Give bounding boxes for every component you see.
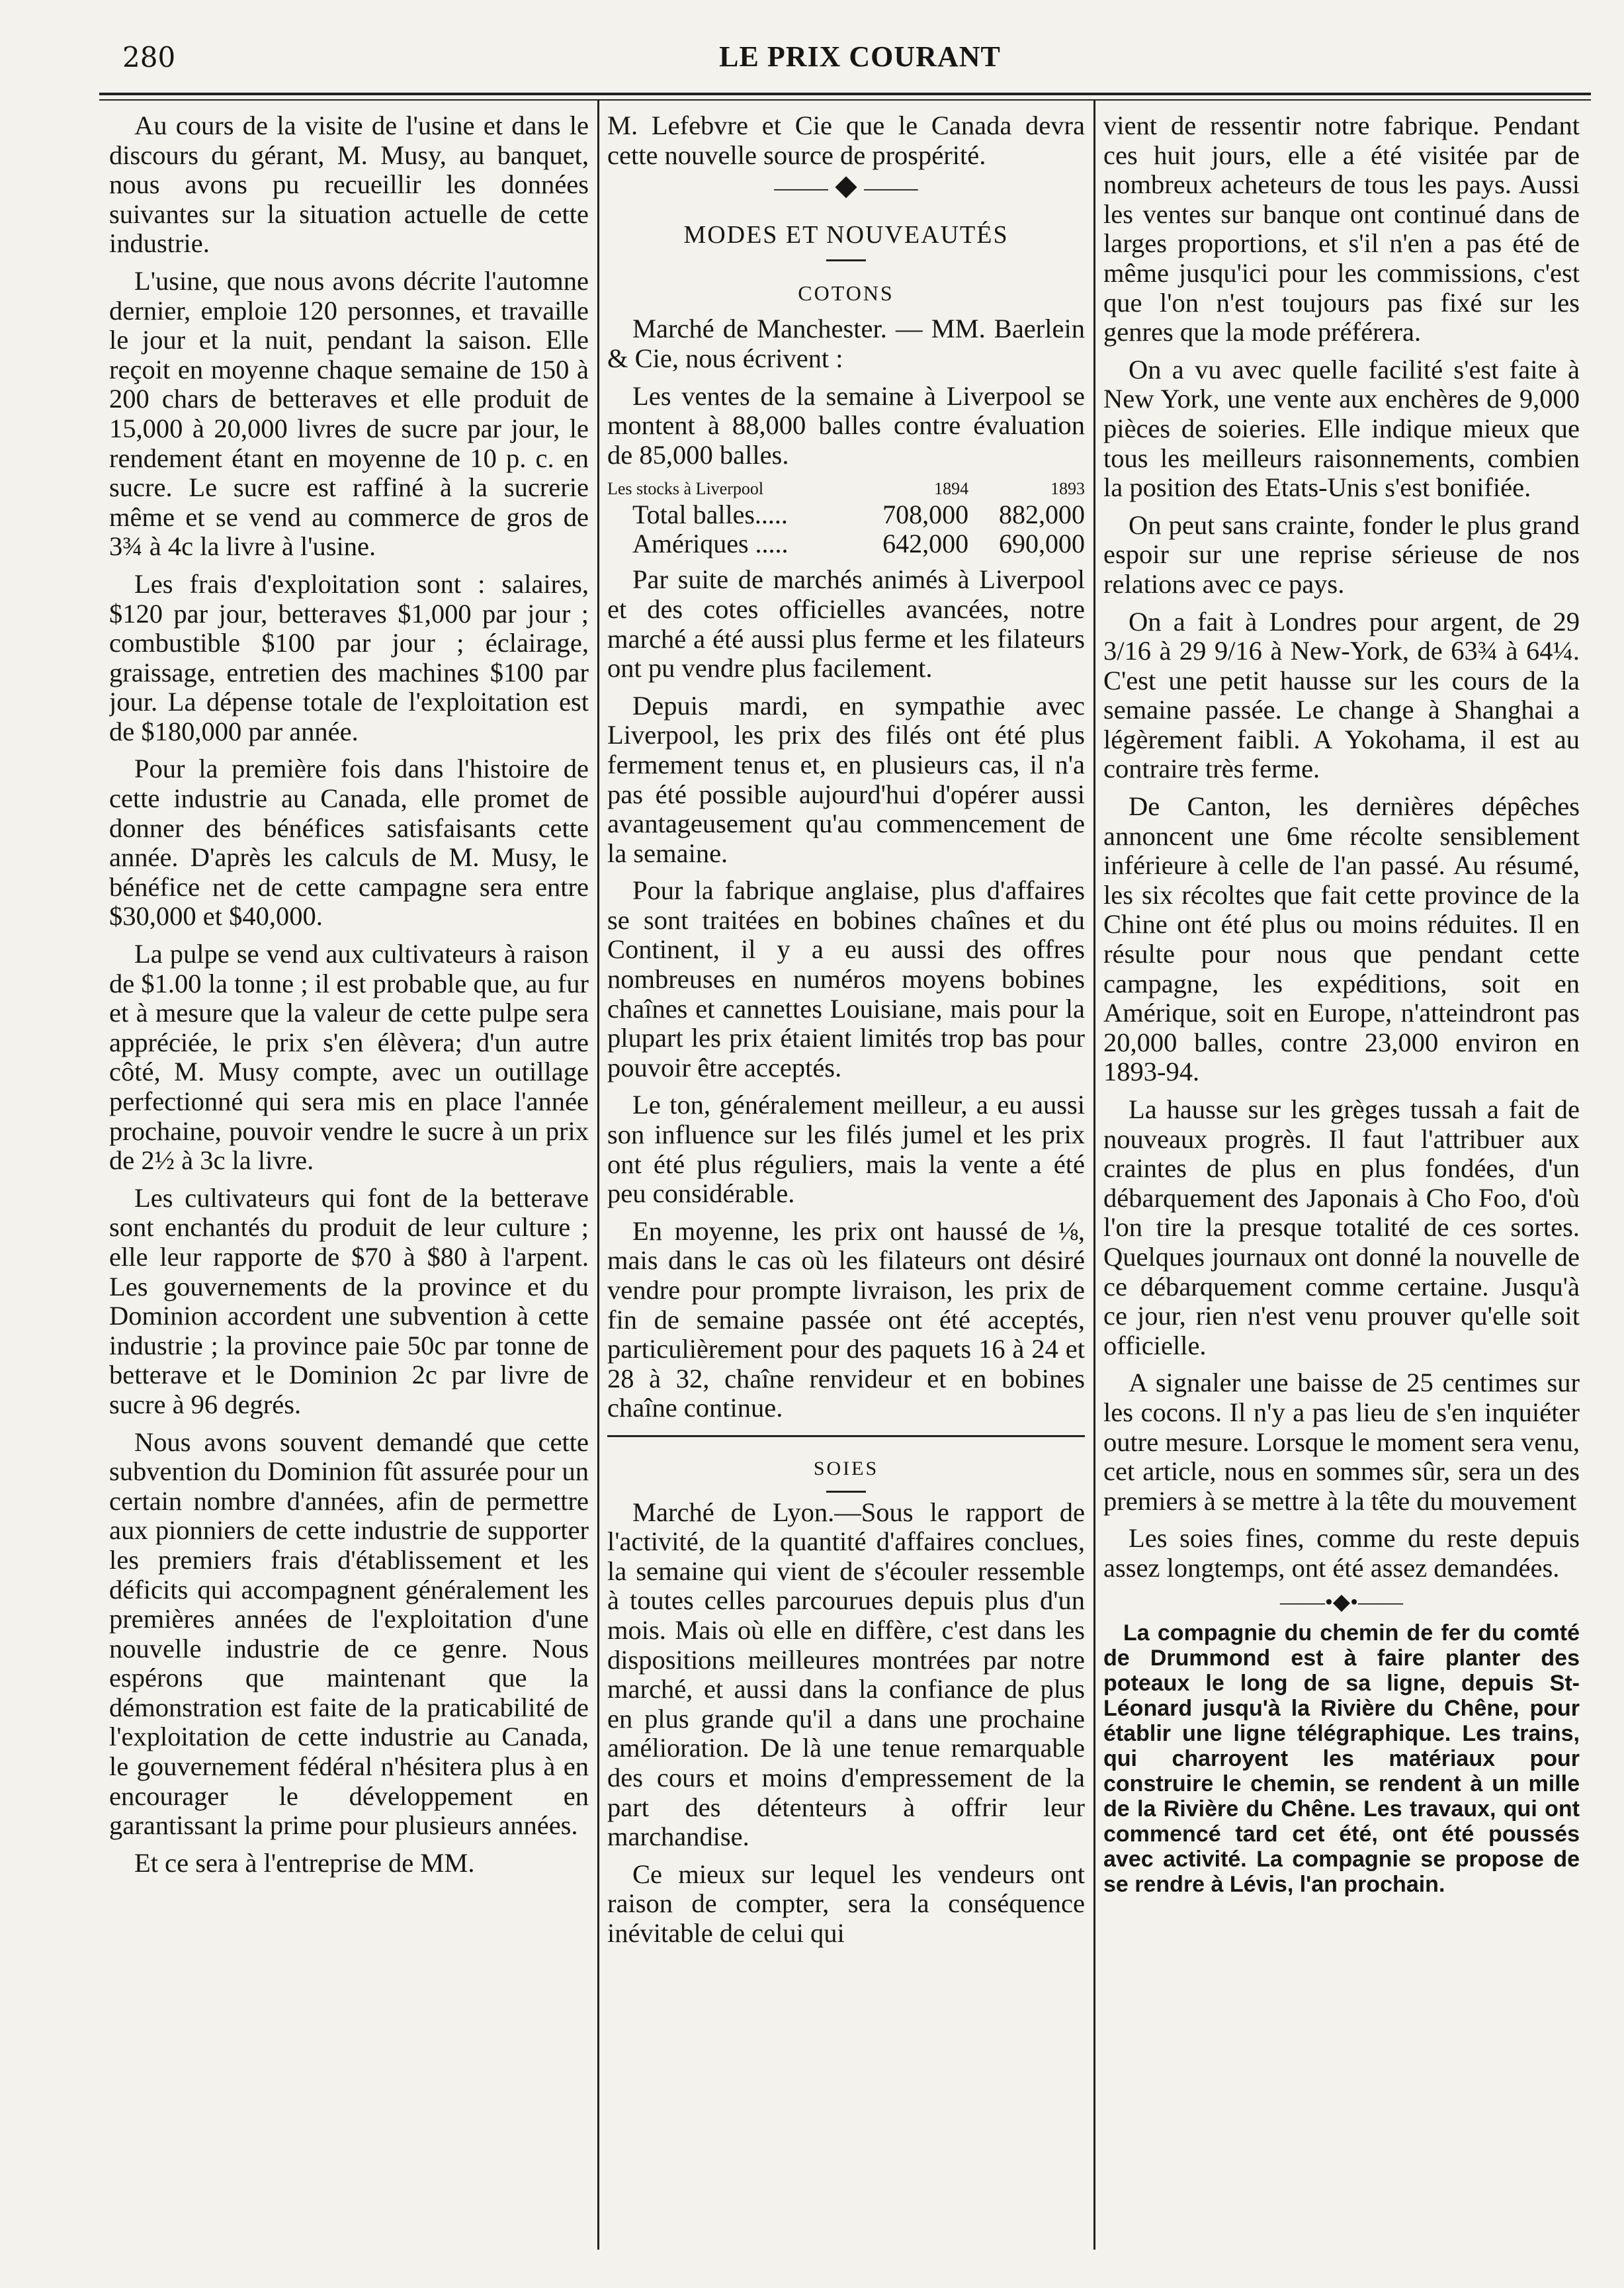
paragraph: L'usine, que nous avons décrite l'automne dernier, emploie 120 personnes, et travaille le jour et la nuit, pendant la saison. Elle reçoit en moyenne chaque semaine de 150 à 200 chars de betteraves et elle produit de 15,000 à 20,000 livres de sucre par jour, le rendement étant en moyenne de 10 p. c. en sucre. Le sucre est raffiné à la sucrerie même et se vend au commerce de gros de 3¾ à 4c la livre à l'usine. — [109, 265, 589, 562]
news-notice: La compagnie du chemin de fer du comté de Drummond est à faire planter des poteaux le long de sa ligne, depuis St-Léonard jusqu'à la Rivière du Chêne, pour établir une ligne télégraphique. Les trains, qui charroyent les matériaux pour construire le chemin, se rendent à un mille de la Rivière du Chêne. Les travaux, qui ont commencé tard cet été, ont été poussés avec activité. La compagnie se propose de se rendre à Lévis, l'an prochain. — [1103, 1620, 1580, 1897]
paragraph: Marché de Lyon.—Sous le rapport de l'activité, de la quantité d'affaires conclues, la semaine qui vient de s'écouler ressemble à toutes celles parcourues depuis plus d'un mois. Mais où elle en diffère, c'est dans les dispositions meilleures montrées par notre marché, et aussi dans la confiance de plus en plus grande qu'il a dans une prochaine amélioration. De là une tenue remarquable des cours et moins d'empressement de la part des détenteurs à offrir leur marchandise. — [607, 1497, 1085, 1852]
short-rule — [826, 259, 866, 261]
column-1 — [109, 111, 589, 2228]
column-divider — [597, 99, 599, 2250]
paragraph: On a fait à Londres pour argent, de 29 3/16 à 29 9/16 à New-York, de 63¾ à 64¼. C'est une petit hausse sur les cours de la semaine passée. Le change à Shanghai a légèrement faibli. A Yokohama, il est au contraire très ferme. — [1103, 606, 1580, 784]
stocks-label: Les stocks à Liverpool — [607, 479, 764, 499]
section-title: MODES ET NOUVEAUTÉS — [683, 221, 1009, 249]
year-header: 1893 — [1050, 479, 1085, 499]
page-number: 280 — [122, 41, 176, 73]
paragraph: Pour la première fois dans l'histoire de cette industrie au Canada, elle promet de donner des bénéfices satisfaisants cette année. D'après les calculs de M. Musy, le bénéfice net de cette campagne sera entre $30,000 et $40,000. — [109, 754, 589, 932]
paragraph: Depuis mardi, en sympathie avec Liverpool, les prix des filés ont été plus fermement tenus et, en plusieurs cas, il n'a pas été possible aujourd'hui d'opérer aussi avantageusement qu'au commencement de la semaine. — [607, 690, 1085, 868]
paragraph: Le ton, généralement meilleur, a eu aussi son influence sur les filés jumel et les prix ont été plus réguliers, mais la vente a été peu considérable. — [607, 1090, 1085, 1209]
paragraph: Les frais d'exploitation sont : salaires, $120 par jour, betteraves $1,000 par jour ; combustible $100 par jour ; éclairage, graissage, entretien des machines $100 par jour. La dépense totale de l'exploitation est de $180,000 par année. — [109, 568, 589, 746]
row-value: 708,000 — [882, 500, 969, 530]
paragraph: La pulpe se vend aux cultivateurs à raison de $1.00 la tonne ; il est probable que, au fur et à mesure que la valeur de cette pulpe sera appréciée, le prix s'en élèvera; d'un autre côté, M. Musy compte, avec un outillage perfectionné qui sera mis en place l'année prochaine, pouvoir vendre le sucre à un prix de 2½ à 3c la livre. — [109, 939, 589, 1176]
header-rule — [99, 93, 1591, 95]
paragraph: Les ventes de la semaine à Liverpool se montent à 88,000 balles contre évaluation de 85,000 balles. — [607, 380, 1085, 470]
paragraph: Par suite de marchés animés à Liverpool et des cotes officielles avancées, notre marché a été aussi plus ferme et les filateurs ont pu vendre plus facilement. — [607, 564, 1085, 683]
stocks-table — [607, 478, 1085, 558]
journal-title: LE PRIX COURANT — [719, 40, 1001, 73]
table-header-row — [607, 478, 1085, 500]
paragraph: On a vu avec quelle facilité s'est faite à New York, une vente aux enchères de 9,000 pièces de soieries. Elle indique mieux que tous les meilleurs raisonnements, combien la position des Etats-Unis s'est bonifiée. — [1103, 354, 1580, 503]
paragraph: vient de ressentir notre fabrique. Pendant ces huit jours, elle a été visitée par de nombreux acheteurs de tous les pays. Aussi les ventes sur banque ont continué dans de larges proportions, et s'il n'en a pas été de même jusqu'ici pour les commissions, c'est que l'on n'est toujours pas fixé sur les genres que la mode préférera. — [1103, 111, 1580, 347]
section-rule — [607, 1435, 1085, 1437]
column-divider — [1093, 99, 1095, 2250]
row-value: 882,000 — [999, 500, 1085, 530]
year-header: 1894 — [934, 479, 969, 499]
paragraph: La hausse sur les grèges tussah a fait de nouveaux progrès. Il faut l'attribuer aux craintes de plus en plus fondées, d'un débarquement des Japonais à Cho Foo, d'où l'on tire la presque totalité de ces sortes. Quelques journaux ont donné la nouvelle de ce débarquement comme certaine. Jusqu'à ce jour, rien n'est venu prouver qu'elle soit officielle. — [1103, 1094, 1580, 1360]
ornament-divider: ——•◆•—— — [1280, 1589, 1403, 1614]
paragraph: Marché de Manchester. — MM. Baerlein & Cie, nous écrivent : — [607, 314, 1085, 373]
row-value: 642,000 — [882, 529, 969, 559]
paragraph: Au cours de la visite de l'usine et dans le discours du gérant, M. Musy, au banquet, nous avons pu recueillir les données suivantes sur la situation actuelle de cette industrie. — [109, 111, 589, 259]
subsection-title-soies: SOIES — [813, 1457, 879, 1479]
column-3 — [1103, 111, 1580, 2228]
page-header — [122, 40, 1598, 79]
short-rule — [826, 1491, 866, 1493]
paragraph: Les soies fines, comme du reste depuis assez longtemps, ont été assez demandées. — [1103, 1523, 1580, 1583]
column-2 — [607, 111, 1085, 2228]
paragraph: Nous avons souvent demandé que cette subvention du Dominion fût assurée pour un certain nombre d'années, afin de permettre aux pionniers de cette industrie de supporter les premiers frais d'établissement et les déficits qui accompagnent généralement les premières années de l'exploitation d'une nouvelle industrie de ce genre. Nous espérons que maintenant que la démonstration est faite de la praticabilité de l'exploitation de cette industrie au Canada, le gouvernement fédéral n'hésitera plus à en encourager le développement en garantissant la prime pour plusieurs années. — [109, 1427, 589, 1841]
row-label: Total balles..... — [632, 500, 788, 530]
paragraph: Les cultivateurs qui font de la betterave sont enchantés du produit de leur culture ; elle leur rapporte de $70 à $80 à l'arpent. Les gouvernements de la province et du Dominion accordent une subvention à cette industrie ; la province paie 50c par tonne de betterave et le Dominion 2c par livre de sucre à 96 degrés. — [109, 1182, 589, 1419]
ornament-divider: ⸻ ◆ ⸻ — [773, 177, 919, 202]
paragraph: M. Lefebvre et Cie que le Canada devra cette nouvelle source de prospérité. — [607, 111, 1085, 170]
row-label: Amériques ..... — [632, 529, 789, 559]
paragraph: Pour la fabrique anglaise, plus d'affaires se sont traitées en bobines chaînes et du Continent, il y a eu aussi des offres nombreuses en numéros moyens bobines chaînes et cannettes Louisiane, mais pour la plupart les prix étaient limités trop bas pour pouvoir être acceptés. — [607, 875, 1085, 1082]
header-rule-thin — [99, 99, 1591, 101]
paragraph: En moyenne, les prix ont haussé de ⅛, mais dans le cas où les filateurs ont désiré vendre pour prompte livraison, les prix de fin de semaine passée ont été acceptés, particulièrement pour des paquets 16 à 24 et 28 à 32, chaîne renvideur et en bobines chaîne continue. — [607, 1215, 1085, 1423]
table-row — [607, 500, 1085, 529]
paragraph: Ce mieux sur lequel les vendeurs ont raison de compter, sera la conséquence inévitable de celui qui — [607, 1859, 1085, 1948]
paragraph: On peut sans crainte, fonder le plus grand espoir sur une reprise sérieuse de nos relations avec ce pays. — [1103, 509, 1580, 599]
paragraph: A signaler une baisse de 25 centimes sur les cocons. Il n'y a pas lieu de s'en inquiéter outre mesure. Lorsque le moment sera venu, cet article, nous en sommes sûr, sera un des premiers à se mettre à la tête du mouvement — [1103, 1368, 1580, 1516]
subsection-title-cotons: COTONS — [798, 281, 894, 305]
paragraph: De Canton, les dernières dépêches annoncent une 6me récolte sensiblement inférieure à celle de l'an passé. Au résumé, les six récoltes que fait cette province de la Chine ont été plus ou moins réduites. Il en résulte pour nous que pendant cette campagne, les expéditions, soit en Amérique, soit en Europe, n'atteindront pas 20,000 balles, contre 23,000 environ en 1893-94. — [1103, 791, 1580, 1087]
row-value: 690,000 — [999, 529, 1085, 559]
paragraph: Et ce sera à l'entreprise de MM. — [134, 1847, 475, 1878]
table-row — [607, 529, 1085, 558]
